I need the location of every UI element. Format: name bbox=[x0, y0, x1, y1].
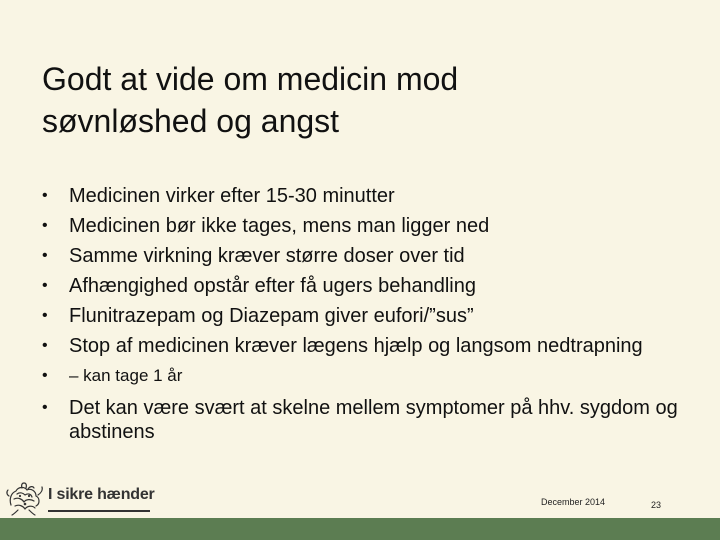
bullet-dot-icon: • bbox=[42, 247, 48, 264]
slide-title-line-2: søvnløshed og angst bbox=[42, 103, 340, 139]
bullet-dot-icon: • bbox=[42, 307, 48, 324]
bullet-item bbox=[42, 181, 714, 211]
bullet-text: – kan tage 1 år bbox=[69, 366, 183, 385]
lion-heraldic-logo-icon bbox=[4, 481, 46, 517]
bullet-item bbox=[42, 301, 714, 331]
logo-text: I sikre hænder bbox=[48, 486, 155, 503]
bullet-item bbox=[42, 361, 714, 391]
bullet-text: Medicinen bør ikke tages, mens man ligger ned bbox=[69, 215, 490, 237]
bullet-item bbox=[42, 391, 714, 444]
footer-logo bbox=[4, 481, 154, 519]
bullet-text: Flunitrazepam og Diazepam giver eufori/”sus” bbox=[69, 305, 474, 327]
page-number: 23 bbox=[651, 500, 662, 510]
bullet-text: Medicinen virker efter 15-30 minutter bbox=[69, 185, 395, 207]
bullet-dot-icon: • bbox=[42, 399, 48, 416]
bullet-text: Afhængighed opstår efter få ugers behandling bbox=[69, 275, 476, 297]
bullet-dot-icon: • bbox=[42, 217, 48, 234]
footer-date: December 2014 bbox=[541, 497, 606, 507]
bullet-text: Det kan være svært at skelne mellem symptomer på hhv. sygdom og abstinens bbox=[69, 397, 678, 443]
bullet-dot-icon: • bbox=[42, 187, 48, 204]
bullet-dot-icon: • bbox=[42, 337, 48, 354]
bullet-item bbox=[42, 241, 714, 271]
bullet-list bbox=[42, 181, 714, 444]
bullet-item bbox=[42, 331, 714, 361]
bullet-item bbox=[42, 271, 714, 301]
bullet-text: Samme virkning kræver større doser over tid bbox=[69, 245, 465, 267]
bottom-bar bbox=[0, 518, 720, 540]
bullet-dot-icon: • bbox=[42, 277, 48, 294]
bullet-dot-icon: • bbox=[42, 367, 48, 384]
logo-underline bbox=[48, 510, 150, 512]
bullet-text: Stop af medicinen kræver lægens hjælp og langsom nedtrapning bbox=[69, 335, 643, 357]
slide-title bbox=[42, 58, 682, 142]
slide-title-line-1: Godt at vide om medicin mod bbox=[42, 61, 459, 97]
bullet-item bbox=[42, 211, 714, 241]
